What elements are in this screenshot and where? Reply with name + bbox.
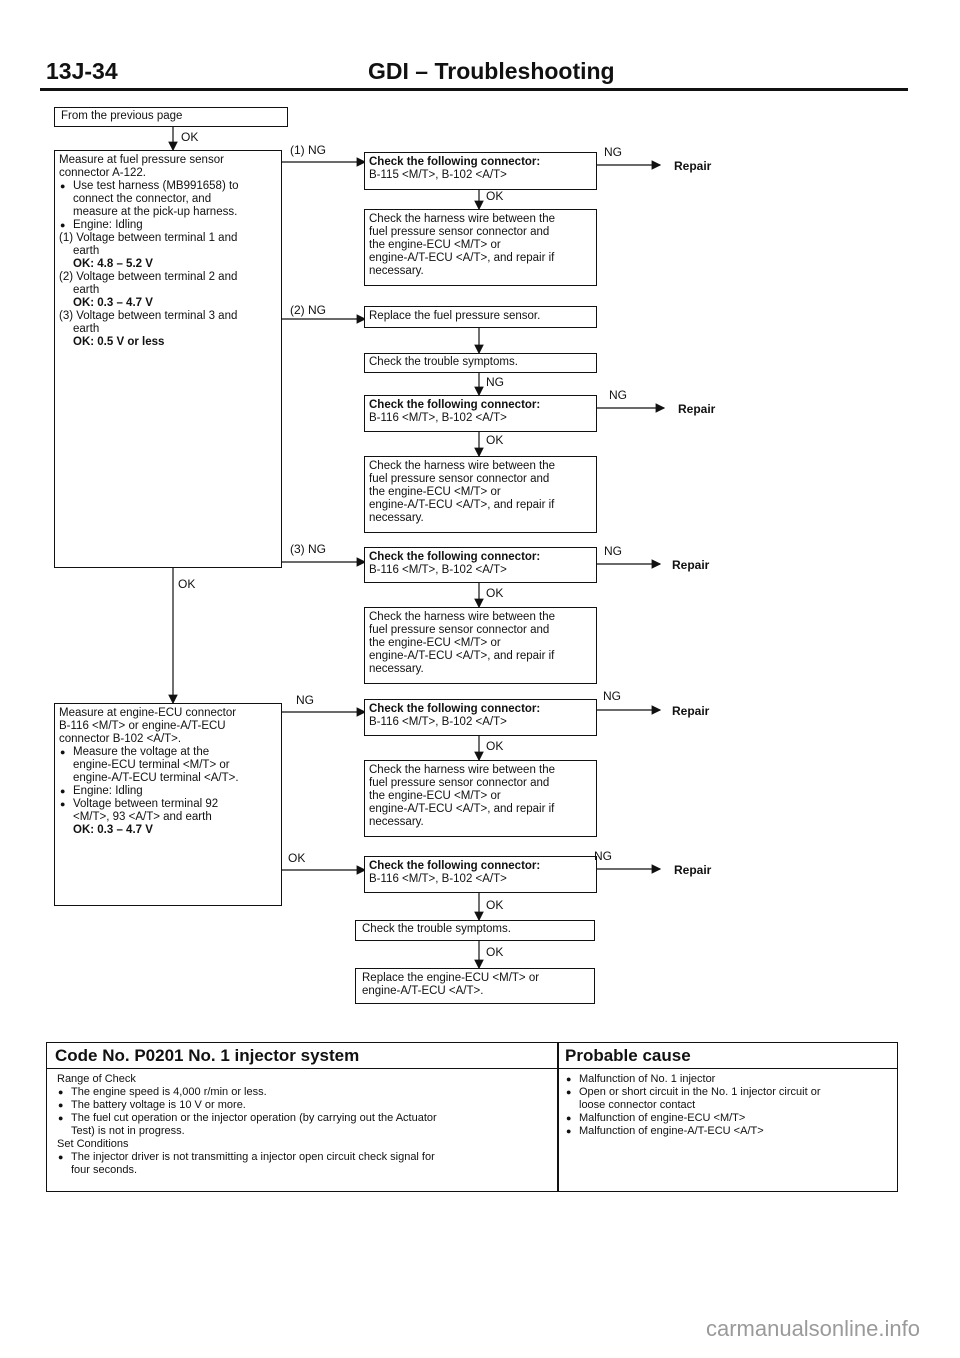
harness-text: fuel pressure sensor connector and — [369, 226, 550, 238]
ng-label: NG — [486, 375, 504, 389]
harness-text: fuel pressure sensor connector and — [369, 777, 550, 789]
ok-spec: OK: 0.3 – 4.7 V — [73, 297, 153, 309]
watermark: carmanualsonline.info — [705, 1316, 920, 1341]
ok-spec: OK: 0.3 – 4.7 V — [73, 824, 153, 836]
measure-ecu-box — [54, 703, 282, 906]
harness-text: engine-A/T-ECU <A/T>, and repair if — [369, 650, 555, 662]
connector-list: B-115 <M/T>, B-102 <A/T> — [369, 169, 507, 181]
ok-label: OK — [181, 130, 199, 144]
replace-ecu-text: engine-A/T-ECU <A/T>. — [362, 985, 484, 997]
harness-text: necessary. — [369, 265, 424, 277]
step-text: (1) Voltage between terminal 1 and — [59, 232, 238, 244]
ok-label: OK — [486, 945, 504, 959]
page-number: 13J-34 — [46, 58, 118, 84]
trouble-symptoms-box — [355, 920, 595, 941]
connector-check-title: Check the following connector: — [369, 551, 541, 563]
step-text: ● Engine: Idling — [59, 219, 277, 232]
connector-list: B-116 <M/T>, B-102 <A/T> — [369, 716, 507, 728]
ok-label: OK — [486, 739, 504, 753]
replace-ecu-text: Replace the engine-ECU <M/T> or — [362, 972, 540, 984]
step-text: earth — [73, 245, 100, 257]
harness-text: Check the harness wire between the — [369, 764, 556, 776]
harness-check-box — [364, 607, 597, 684]
connector-list: B-116 <M/T>, B-102 <A/T> — [369, 564, 507, 576]
range-item: ● The fuel cut operation or the injector operation (by carrying out the Actuator — [57, 1112, 553, 1125]
repair-label: Repair — [672, 558, 710, 572]
connector-check-title: Check the following connector: — [369, 703, 541, 715]
repair-label: Repair — [678, 402, 716, 416]
ng-label: NG — [296, 693, 314, 707]
cause-item: loose connector contact — [579, 1099, 696, 1111]
step-text: Measure at engine-ECU connector — [59, 707, 237, 719]
step-text: ● Engine: Idling — [59, 785, 277, 798]
range-item: Test) is not in progress. — [71, 1125, 185, 1137]
repair-label: Repair — [674, 159, 712, 173]
harness-text: necessary. — [369, 512, 424, 524]
cause-column — [565, 1073, 891, 1138]
repair-label: Repair — [674, 863, 712, 877]
ok-label: OK — [486, 433, 504, 447]
table-divider — [557, 1043, 559, 1191]
harness-text: necessary. — [369, 816, 424, 828]
ng-label: (2) NG — [290, 303, 326, 317]
ok-spec: OK: 0.5 V or less — [73, 336, 165, 348]
ng-label: NG — [594, 849, 612, 863]
harness-text: the engine-ECU <M/T> or — [369, 637, 501, 649]
connector-check-box — [364, 547, 597, 583]
harness-text: the engine-ECU <M/T> or — [369, 486, 501, 498]
step-text: connect the connector, and — [73, 193, 212, 205]
harness-text: the engine-ECU <M/T> or — [369, 790, 501, 802]
connector-check-box — [364, 152, 597, 190]
range-item: ● The engine speed is 4,000 r/min or less. — [57, 1086, 553, 1099]
measure-sensor-box — [54, 150, 282, 568]
step-text: ● Voltage between terminal 92 — [59, 798, 277, 811]
previous-page-box — [54, 107, 288, 127]
connector-check-box — [364, 395, 597, 432]
ng-label: NG — [609, 388, 627, 402]
trouble-text: Check the trouble symptoms. — [362, 923, 511, 935]
harness-text: Check the harness wire between the — [369, 460, 556, 472]
step-text: connector A-122. — [59, 167, 146, 179]
code-table — [46, 1042, 898, 1192]
range-heading: Range of Check — [57, 1073, 136, 1085]
step-text: earth — [73, 323, 100, 335]
ok-spec: OK: 4.8 – 5.2 V — [73, 258, 153, 270]
repair-label: Repair — [672, 704, 710, 718]
cause-item: ● Malfunction of engine-A/T-ECU <A/T> — [565, 1125, 891, 1138]
connector-check-title: Check the following connector: — [369, 860, 541, 872]
previous-page-label: From the previous page — [61, 110, 183, 122]
step-text: earth — [73, 284, 100, 296]
step-text: (2) Voltage between terminal 2 and — [59, 271, 238, 283]
step-text: (3) Voltage between terminal 3 and — [59, 310, 238, 322]
connector-check-title: Check the following connector: — [369, 156, 541, 168]
harness-text: the engine-ECU <M/T> or — [369, 239, 501, 251]
replace-ecu-box — [355, 968, 595, 1004]
set-item: ● The injector driver is not transmitting a injector open circuit check signal for — [57, 1151, 553, 1164]
harness-text: Check the harness wire between the — [369, 213, 556, 225]
cause-item: ● Malfunction of No. 1 injector — [565, 1073, 891, 1086]
connector-check-box — [364, 856, 597, 893]
step-text: <M/T>, 93 <A/T> and earth — [73, 811, 212, 823]
trouble-symptoms-box — [364, 353, 597, 373]
page-title: GDI – Troubleshooting — [368, 58, 615, 84]
cause-item: ● Malfunction of engine-ECU <M/T> — [565, 1112, 891, 1125]
connector-check-box — [364, 699, 597, 736]
step-text: connector B-102 <A/T>. — [59, 733, 182, 745]
ok-label: OK — [486, 898, 504, 912]
probable-cause-title: Probable cause — [565, 1046, 691, 1065]
set-item: four seconds. — [71, 1164, 138, 1176]
cause-item: ● Open or short circuit in the No. 1 injector circuit or — [565, 1086, 891, 1099]
replace-sensor-box — [364, 306, 597, 328]
table-header-row — [47, 1043, 897, 1069]
connector-list: B-116 <M/T>, B-102 <A/T> — [369, 412, 507, 424]
harness-text: fuel pressure sensor connector and — [369, 473, 550, 485]
ng-label: NG — [604, 544, 622, 558]
harness-text: engine-A/T-ECU <A/T>, and repair if — [369, 252, 555, 264]
harness-text: necessary. — [369, 663, 424, 675]
connector-check-title: Check the following connector: — [369, 399, 541, 411]
ng-label: NG — [604, 145, 622, 159]
step-text: measure at the pick-up harness. — [73, 206, 238, 218]
replace-sensor-text: Replace the fuel pressure sensor. — [369, 310, 541, 322]
harness-text: engine-A/T-ECU <A/T>, and repair if — [369, 499, 555, 511]
ng-label: (3) NG — [290, 542, 326, 556]
harness-text: fuel pressure sensor connector and — [369, 624, 550, 636]
step-text: ● Use test harness (MB991658) to — [59, 180, 277, 193]
step-text: B-116 <M/T> or engine-A/T-ECU — [59, 720, 226, 732]
ok-label: OK — [288, 851, 306, 865]
step-text: Measure at fuel pressure sensor — [59, 154, 224, 166]
code-title: Code No. P0201 No. 1 injector system — [55, 1046, 360, 1065]
connector-list: B-116 <M/T>, B-102 <A/T> — [369, 873, 507, 885]
set-heading: Set Conditions — [57, 1138, 129, 1150]
step-text: engine-ECU terminal <M/T> or — [73, 759, 230, 771]
trouble-text: Check the trouble symptoms. — [369, 356, 518, 368]
step-text: engine-A/T-ECU terminal <A/T>. — [73, 772, 239, 784]
ok-label: OK — [178, 577, 196, 591]
harness-text: engine-A/T-ECU <A/T>, and repair if — [369, 803, 555, 815]
range-item: ● The battery voltage is 10 V or more. — [57, 1099, 553, 1112]
range-column — [57, 1073, 553, 1177]
harness-check-box — [364, 456, 597, 533]
ng-label: NG — [603, 689, 621, 703]
step-text: ● Measure the voltage at the — [59, 746, 277, 759]
harness-check-box — [364, 760, 597, 837]
harness-text: Check the harness wire between the — [369, 611, 556, 623]
ng-label: (1) NG — [290, 143, 326, 157]
harness-check-box — [364, 209, 597, 286]
ok-label: OK — [486, 586, 504, 600]
ok-label: OK — [486, 189, 504, 203]
